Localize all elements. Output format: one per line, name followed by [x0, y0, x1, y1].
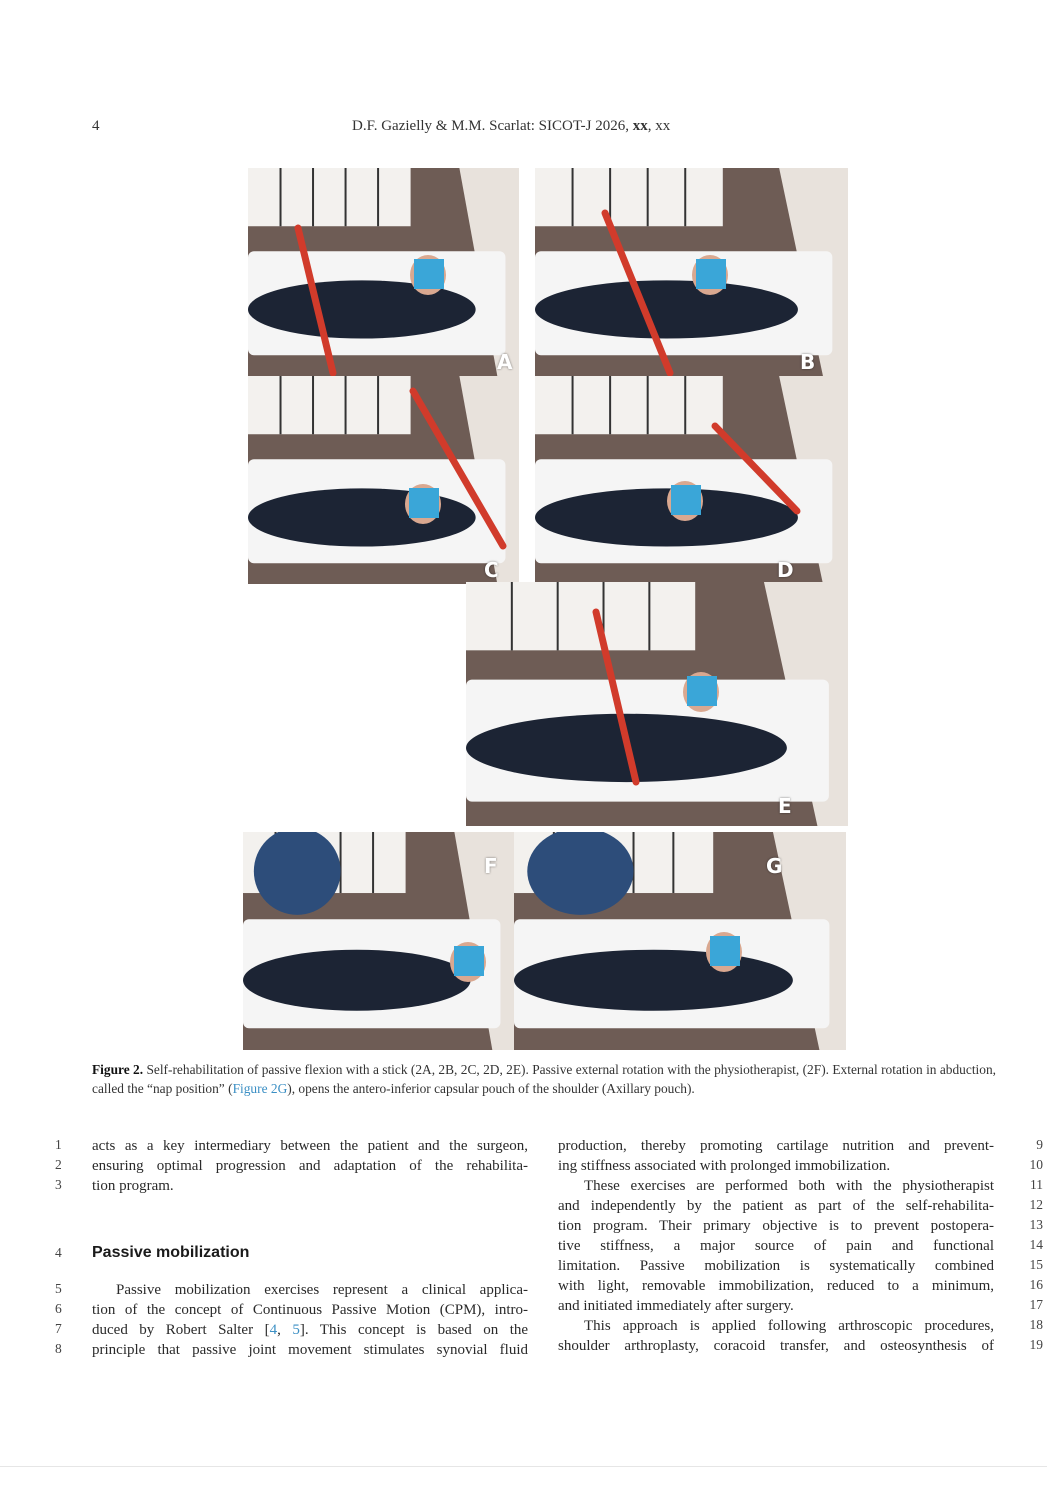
body-line-text: This approach is applied following arthroscopic procedures,: [584, 1318, 994, 1334]
window: [248, 376, 411, 434]
line-number: 1: [55, 1137, 62, 1152]
panel-label-g: G: [766, 854, 783, 878]
panel-label-d: D: [777, 558, 794, 582]
line-number: 15: [1029, 1257, 1043, 1272]
line-number: 7: [55, 1321, 62, 1336]
panel-photo: [248, 376, 519, 584]
body-line: [558, 1176, 994, 1196]
caption-figure-link[interactable]: Figure 2G: [232, 1081, 288, 1096]
caption-text-1: Self-rehabilitation of passive flexion with a stick (2A, 2B, 2C, 2D, 2E). Passive external rotation with the physiotherapist, (2F). External rotation in abduction, called the “nap position” (: [92, 1062, 996, 1096]
caption-label: Figure 2.: [92, 1062, 144, 1077]
body-line: ensuring optimal progression and adaptation of the rehabilita-: [92, 1158, 528, 1174]
section-heading: Passive mobilization: [92, 1244, 250, 1261]
line-number: 17: [1029, 1297, 1043, 1312]
line-number: 9: [1036, 1137, 1043, 1152]
face-blur-square: [696, 259, 726, 289]
line-number: 19: [1029, 1337, 1043, 1352]
patient-body: [248, 280, 476, 338]
panel-photo: [535, 376, 848, 584]
panel-photo: [466, 582, 848, 826]
face-blur-square: [671, 485, 701, 515]
running-title: [352, 118, 670, 135]
figure-panel-a: [248, 168, 519, 376]
line-number: 8: [55, 1341, 62, 1356]
body-line: production, thereby promoting cartilage nutrition and prevent-: [558, 1138, 994, 1154]
body-line-text: These exercises are performed both with the physiotherapist: [584, 1178, 994, 1194]
figure-caption: [92, 1060, 996, 1098]
running-title-sep: ,: [647, 118, 656, 134]
body-line: [92, 1280, 528, 1300]
panel-label-f: F: [484, 854, 498, 878]
figure-panel-c: [248, 376, 519, 584]
patient-body: [535, 488, 798, 546]
line-number: 4: [55, 1245, 62, 1260]
footer-rule: [0, 1466, 1047, 1467]
body-line: [92, 1320, 528, 1340]
panel-photo: [535, 168, 848, 376]
line-number: 6: [55, 1301, 62, 1316]
body-line: tion of the concept of Continuous Passive Motion (CPM), intro-: [92, 1302, 528, 1318]
running-title-volume: xx: [632, 118, 648, 134]
left-column: [92, 1136, 528, 1196]
page-number: 4: [92, 118, 100, 134]
panel-photo: [248, 168, 519, 376]
body-line: with light, removable immobilization, reduced to a minimum,: [558, 1278, 994, 1294]
patient-body: [243, 950, 471, 1011]
body-line-text: Passive mobilization exercises represent a clinical applica-: [116, 1282, 528, 1298]
citation-sep: ,: [277, 1322, 293, 1338]
body-line: tive stiffness, a major source of pain and functional: [558, 1238, 994, 1254]
line-number: 3: [55, 1177, 62, 1192]
running-title-authors: D.F. Gazielly & M.M. Scarlat: SICOT-J 2026,: [352, 118, 633, 134]
line-number: 11: [1030, 1177, 1043, 1192]
body-line: shoulder arthroplasty, coracoid transfer, and osteosynthesis of: [558, 1338, 994, 1354]
figure-panel-e: [466, 582, 848, 826]
citation-link-5[interactable]: 5: [292, 1322, 300, 1338]
panel-label-b: B: [800, 350, 816, 374]
right-column: [558, 1136, 994, 1356]
panel-photo: [514, 832, 846, 1050]
body-line: and initiated immediately after surgery.: [558, 1298, 794, 1314]
line-number: 16: [1029, 1277, 1043, 1292]
face-blur-square: [687, 676, 717, 706]
caption-text-2: ), opens the antero-inferior capsular pouch of the shoulder (Axillary pouch).: [287, 1081, 695, 1096]
window: [535, 376, 723, 434]
line-number: 13: [1029, 1217, 1043, 1232]
panel-photo: [243, 832, 514, 1050]
window: [466, 582, 695, 650]
line-number: 12: [1029, 1197, 1043, 1212]
body-line: tion program. Their primary objective is to prevent postopera-: [558, 1218, 994, 1234]
running-title-pages: xx: [655, 118, 671, 134]
citation-link-4[interactable]: 4: [269, 1322, 278, 1338]
face-blur-square: [414, 259, 444, 289]
figure-panel-g: [514, 832, 846, 1050]
body-line: principle that passive joint movement stimulates synovial fluid: [92, 1342, 528, 1358]
body-line: [558, 1316, 994, 1336]
face-blur-square: [409, 488, 439, 518]
line-number: 14: [1029, 1237, 1043, 1252]
body-line: tion program.: [92, 1178, 174, 1194]
left-column-section: [92, 1280, 528, 1360]
patient-body: [535, 280, 798, 338]
figure-panel-d: [535, 376, 848, 584]
window: [535, 168, 723, 226]
patient-body: [248, 488, 476, 546]
face-blur-square: [710, 936, 740, 966]
line-number: 10: [1029, 1157, 1043, 1172]
line-number: 18: [1029, 1317, 1043, 1332]
patient-body: [514, 950, 793, 1011]
line-number: 5: [55, 1281, 62, 1296]
body-line-text: ]. This concept is based on the: [299, 1322, 528, 1338]
panel-label-a: A: [497, 350, 513, 374]
body-line: and independently by the patient as part of the self-rehabilita-: [558, 1198, 994, 1214]
figure-panel-b: [535, 168, 848, 376]
face-blur-square: [454, 946, 484, 976]
line-number: 2: [55, 1157, 62, 1172]
body-line-text: duced by Robert Salter [: [92, 1322, 270, 1338]
body-line: limitation. Passive mobilization is systematically combined: [558, 1258, 994, 1274]
panel-label-e: E: [778, 794, 792, 818]
window: [248, 168, 411, 226]
panel-label-c: C: [484, 558, 499, 582]
figure-panel-f: [243, 832, 514, 1050]
body-line: ing stiffness associated with prolonged immobilization.: [558, 1158, 891, 1174]
body-line: acts as a key intermediary between the patient and the surgeon,: [92, 1138, 528, 1154]
